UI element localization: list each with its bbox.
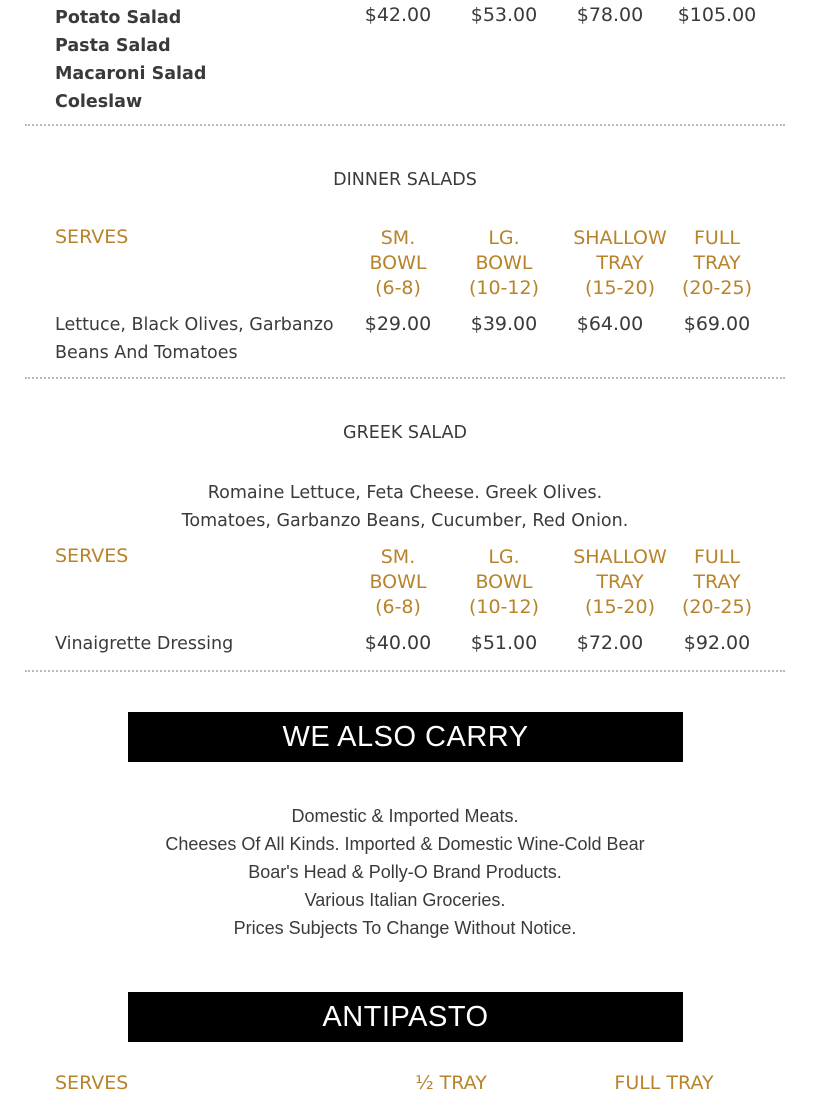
dotted-divider bbox=[25, 124, 785, 126]
greek-salad-ingredients: Romaine Lettuce, Feta Cheese. Greek Olives. Tomatoes, Garbanzo Beans, Cucumber, Red Onion. bbox=[181, 483, 629, 531]
half-tray-header: ½ TRAY bbox=[415, 1072, 487, 1094]
price: $72.00 bbox=[576, 632, 644, 654]
price: $105.00 bbox=[677, 4, 757, 26]
price: $29.00 bbox=[364, 313, 432, 335]
carry-line: Various Italian Groceries. bbox=[304, 890, 506, 910]
carry-line: Prices Subjects To Change Without Notice. bbox=[233, 918, 577, 938]
salad-item: Pasta Salad bbox=[55, 36, 171, 56]
size-header-sm-bowl: SM. BOWL (6-8) bbox=[369, 227, 427, 299]
dotted-divider bbox=[25, 670, 785, 672]
carry-line: Domestic & Imported Meats. bbox=[291, 806, 519, 826]
section-title-greek-salad: GREEK SALAD bbox=[343, 423, 467, 443]
size-header-shallow-tray: SHALLOW TRAY (15-20) bbox=[573, 227, 667, 299]
price: $42.00 bbox=[364, 4, 432, 26]
item-description: Vinaigrette Dressing bbox=[55, 634, 234, 654]
size-header-lg-bowl: LG. BOWL (10-12) bbox=[468, 546, 540, 618]
price: $53.00 bbox=[470, 4, 538, 26]
size-header-shallow-tray: SHALLOW TRAY (15-20) bbox=[573, 546, 667, 618]
salad-item: Potato Salad bbox=[55, 8, 182, 28]
price: $78.00 bbox=[576, 4, 644, 26]
serves-label: SERVES bbox=[55, 1072, 129, 1094]
price: $40.00 bbox=[364, 632, 432, 654]
dotted-divider bbox=[25, 377, 785, 379]
price: $51.00 bbox=[470, 632, 538, 654]
top-salads-item-list bbox=[55, 4, 206, 116]
serves-label: SERVES bbox=[55, 545, 129, 567]
price: $69.00 bbox=[683, 313, 751, 335]
antipasto-banner: ANTIPASTO bbox=[128, 992, 683, 1042]
we-also-carry-banner: WE ALSO CARRY bbox=[128, 712, 683, 762]
price: $39.00 bbox=[470, 313, 538, 335]
serves-label: SERVES bbox=[55, 226, 129, 248]
also-carry-list bbox=[0, 802, 810, 942]
carry-line: Boar's Head & Polly-O Brand Products. bbox=[248, 862, 562, 882]
price: $64.00 bbox=[576, 313, 644, 335]
size-header-full-tray: FULL TRAY (20-25) bbox=[681, 546, 753, 618]
full-tray-header: FULL TRAY bbox=[614, 1072, 714, 1094]
item-description: Lettuce, Black Olives, Garbanzo Beans And Tomatoes bbox=[55, 315, 334, 363]
carry-line: Cheeses Of All Kinds. Imported & Domestic Wine-Cold Bear bbox=[165, 834, 645, 854]
size-header-sm-bowl: SM. BOWL (6-8) bbox=[369, 546, 427, 618]
size-header-lg-bowl: LG. BOWL (10-12) bbox=[468, 227, 540, 299]
price: $92.00 bbox=[683, 632, 751, 654]
section-title-dinner-salads: DINNER SALADS bbox=[333, 170, 477, 190]
salad-item: Macaroni Salad bbox=[55, 64, 207, 84]
size-header-full-tray: FULL TRAY (20-25) bbox=[681, 227, 753, 299]
salad-item: Coleslaw bbox=[55, 92, 143, 112]
